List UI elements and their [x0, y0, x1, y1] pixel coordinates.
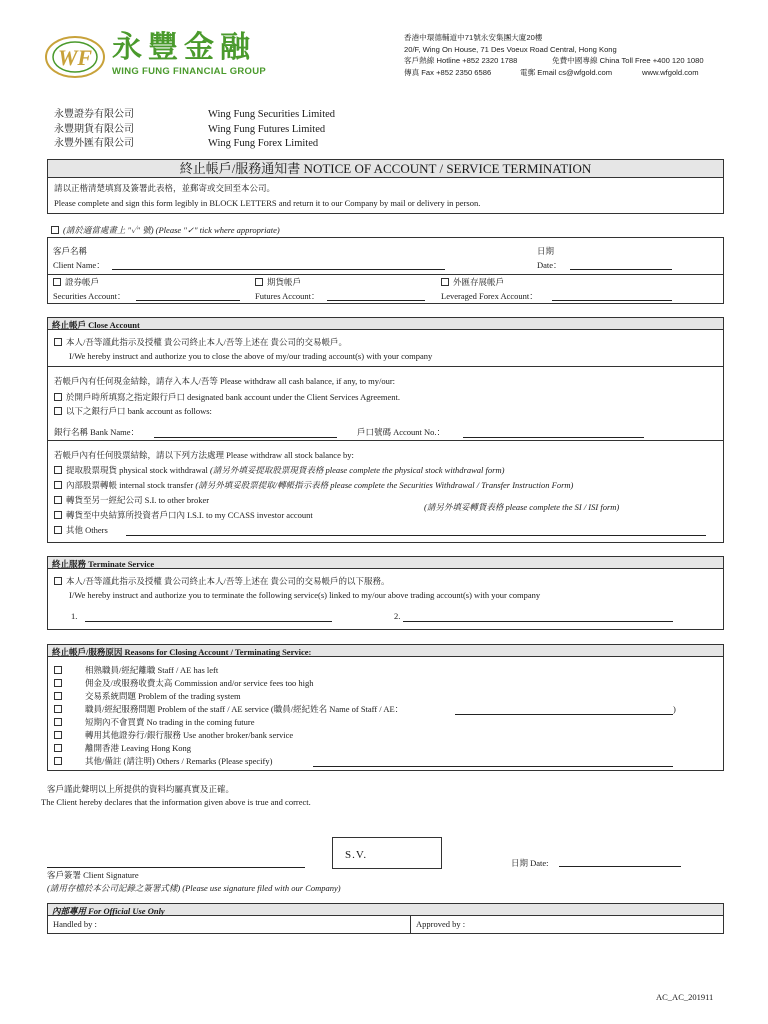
terminate-service-box [47, 569, 724, 630]
email: 電郵 Email cs@wfgold.com [520, 67, 613, 77]
stock-option-internal[interactable] [54, 480, 573, 491]
company-row [54, 108, 454, 123]
header-contact [404, 32, 734, 78]
tick-note-checkbox-icon [51, 226, 59, 234]
checkbox-icon[interactable] [54, 393, 62, 401]
stock-opt4-label: 轉貨至中央結算所投資者戶口內 I.S.I. to my CCASS investor account [66, 510, 313, 520]
reasons-box [47, 657, 724, 771]
client-name-field[interactable] [112, 269, 445, 270]
close-account-authorize[interactable] [54, 337, 347, 348]
terminate-cn: 本人/吾等謹此指示及授權 貴公司終止本人/吾等上述在 貴公司的交易帳戶的以下服務。 [66, 576, 390, 586]
account-no-field[interactable] [463, 437, 644, 438]
svg-text:WF: WF [57, 45, 93, 70]
stock-opt3-label: 轉貨至另一經紀公司 S.I. to other broker [66, 495, 210, 505]
cash-option-designated[interactable] [54, 392, 400, 403]
website: www.wfgold.com [642, 67, 699, 77]
checkbox-icon[interactable] [54, 466, 62, 474]
reason-others[interactable] [54, 756, 66, 767]
client-name-cn: 客戶名稱 [53, 246, 88, 256]
form-code: AC_AC_201911 [656, 992, 714, 1002]
stock-opt2-note: (請另外填妥股票提取/轉帳指示表格 please complete the Securities Withdrawal / Transfer Instruction Form) [195, 480, 574, 490]
client-name-en: Client Name： [53, 260, 105, 270]
signature-verification-box [332, 837, 442, 869]
reason-staff-service[interactable] [54, 704, 66, 715]
cash-intro: 若帳戶內有任何現金結餘，請存入本人/吾等 Please withdraw all cash balance, if any, to my/our: [54, 376, 396, 386]
form-title: 終止帳戶/服務通知書 NOTICE OF ACCOUNT / SERVICE TERMINATION [47, 159, 724, 178]
company-en: Wing Fung Futures Limited [208, 123, 326, 135]
reason-no-trading[interactable] [54, 717, 66, 728]
securities-account-field[interactable] [136, 300, 240, 301]
stock-opt34-note: (請另外填妥轉貨表格 please complete the SI / ISI form) [424, 502, 620, 512]
date-field[interactable] [570, 269, 672, 270]
instructions-box [47, 178, 724, 214]
declaration-en: The Client hereby declares that the information given above is true and correct. [41, 797, 311, 807]
date-en: Date： [537, 260, 562, 270]
stock-opt2-label: 內部股票轉帳 internal stock transfer [66, 480, 194, 490]
reason-label: 其他/備註 (請注明) Others / Remarks (Please specify) [85, 756, 273, 766]
account-no-label: 戶口號碼 Account No.： [357, 427, 446, 437]
securities-en: Securities Account： [53, 291, 126, 301]
service-item-1-field[interactable] [85, 621, 332, 622]
checkbox-icon[interactable] [54, 526, 62, 534]
stock-option-physical[interactable] [54, 465, 504, 476]
company-row [54, 137, 454, 152]
declaration-cn: 客戶謹此聲明以上所提供的資料均屬真實及正確。 [47, 784, 235, 794]
futures-cn: 期貨帳戶 [267, 277, 302, 287]
checkbox-icon[interactable] [255, 278, 263, 286]
checkbox-icon[interactable] [54, 481, 62, 489]
futures-account-field[interactable] [327, 300, 425, 301]
reason-fees[interactable] [54, 678, 66, 689]
hotline: 客戶熱線 Hotline +852 2320 1788 [404, 56, 518, 65]
reason-label: 離開香港 Leaving Hong Kong [85, 743, 192, 753]
company-logo [44, 32, 284, 80]
address-cn: 香港中環德輔道中71號永安集團大廈20樓 [404, 33, 543, 42]
official-use-box [47, 916, 724, 934]
checkbox-icon[interactable] [54, 338, 62, 346]
tick-note: (請於適當處畫上 "✓" 號) (Please "✓" tick where appropriate) [63, 225, 280, 235]
checkbox-icon[interactable] [53, 278, 61, 286]
client-info-box [47, 237, 724, 304]
futures-account-option[interactable] [255, 277, 301, 288]
forex-account-field[interactable] [552, 300, 672, 301]
company-cn: 永豐期貨有限公司 [54, 123, 134, 135]
china-toll-free: 免費中國專線 China Toll Free +400 120 1080 [552, 56, 704, 65]
stock-option-si[interactable] [54, 495, 209, 506]
securities-account-option[interactable] [53, 277, 99, 288]
forex-en: Leveraged Forex Account： [441, 291, 538, 301]
reason-system[interactable] [54, 691, 66, 702]
reason-label: 交易系統問題 Problem of the trading system [85, 691, 241, 701]
instructions-cn: 請以正楷清楚填寫及簽署此表格，並郵寄或交回至本公司。 [54, 183, 276, 193]
authorize-cn: 本人/吾等謹此指示及授權 貴公司終止本人/吾等上述在 貴公司的交易帳戶。 [66, 337, 347, 347]
address-en: 20/F, Wing On House, 71 Des Voeux Road Central, Hong Kong [404, 44, 617, 54]
approved-by-label: Approved by : [416, 919, 466, 929]
company-list [54, 108, 454, 152]
signature-label: 客戶簽署 Client Signature [47, 870, 139, 880]
securities-cn: 證券帳戶 [65, 277, 100, 287]
reason-label: 短期內不會買賣 No trading in the coming future [85, 717, 255, 727]
wf-logo-icon [44, 34, 106, 80]
checkbox-icon[interactable] [54, 407, 62, 415]
tick-note-row [51, 225, 280, 236]
cash-opt1-label: 於開戶時所填寫之指定銀行戶口 designated bank account under the Client Services Agreement. [66, 392, 401, 402]
logo-chinese: 永豐金融 [112, 31, 256, 64]
bank-name-field[interactable] [154, 437, 337, 438]
reason-another-broker[interactable] [54, 730, 66, 741]
checkbox-icon[interactable] [54, 679, 62, 687]
handled-by-label: Handled by : [53, 919, 97, 929]
stock-opt1-label: 提取股票現貨 physical stock withdrawal [66, 465, 208, 475]
terminate-authorize[interactable] [54, 576, 389, 587]
service-item-1-label: 1. [71, 611, 78, 621]
terminate-service-header: 終止服務 Terminate Service [47, 556, 724, 569]
checkbox-icon[interactable] [54, 731, 62, 739]
stock-opt5-label: 其他 Others [66, 525, 108, 535]
company-en: Wing Fung Securities Limited [208, 109, 336, 120]
cash-opt2-label: 以下之銀行戶口 bank account as follows: [66, 406, 212, 416]
signature-field[interactable] [47, 867, 305, 868]
forex-cn: 外匯存展帳戶 [453, 277, 505, 287]
reason-leaving-hk[interactable] [54, 743, 66, 754]
checkbox-icon[interactable] [54, 718, 62, 726]
company-en: Wing Fung Forex Limited [208, 138, 319, 149]
forex-account-option[interactable] [441, 277, 504, 288]
checkbox-icon[interactable] [54, 496, 62, 504]
stock-opt1-note: (請另外填妥提取股票現貨表格 please complete the physical stock withdrawal form) [210, 465, 505, 475]
terminate-en: I/We hereby instruct and authorize you to terminate the following service(s) linked to my/our above trading account(s) with your company [69, 590, 541, 600]
staff-name-field[interactable] [455, 714, 673, 715]
logo-english: WING FUNG FINANCIAL GROUP [112, 66, 267, 77]
reason-label: 職員/經紀服務問題 Problem of the staff / AE service (職員/經紀姓名 Name of Staff / AE： [85, 704, 404, 714]
stock-option-others[interactable] [54, 525, 108, 536]
checkbox-icon[interactable] [54, 511, 62, 519]
official-use-header: 內部專用 For Official Use Only [47, 903, 724, 916]
checkbox-icon[interactable] [54, 577, 62, 585]
staff-close-paren: ) [673, 704, 676, 714]
reason-label: 相熟職員/經紀離職 Staff / AE has left [85, 665, 219, 675]
reason-label: 轉用其他證券行/銀行服務 Use another broker/bank service [85, 730, 294, 740]
company-row [54, 123, 454, 138]
signature-date-field[interactable] [559, 866, 681, 867]
service-item-2-field[interactable] [403, 621, 673, 622]
company-cn: 永豐證券有限公司 [54, 109, 134, 120]
bank-name-label: 銀行名稱 Bank Name： [54, 427, 139, 437]
close-account-box [47, 330, 724, 543]
close-account-header: 終止帳戶 Close Account [47, 317, 724, 330]
signature-date-label: 日期 Date: [511, 858, 549, 868]
reasons-header: 終止帳戶/服務原因 Reasons for Closing Account / Terminating Service: [47, 644, 724, 657]
reason-staff-left[interactable] [54, 665, 66, 676]
stock-others-field[interactable] [126, 535, 706, 536]
service-item-2-label: 2. [394, 611, 401, 621]
checkbox-icon[interactable] [54, 666, 62, 674]
remarks-field[interactable] [313, 766, 673, 767]
checkbox-icon[interactable] [54, 705, 62, 713]
company-cn: 永豐外匯有限公司 [54, 138, 134, 149]
stock-option-isi[interactable] [54, 510, 313, 521]
checkbox-icon[interactable] [441, 278, 449, 286]
date-cn: 日期 [537, 246, 555, 256]
instructions-en: Please complete and sign this form legibly in BLOCK LETTERS and return it to our Company by mail or delivery in person. [54, 198, 481, 208]
futures-en: Futures Account： [255, 291, 320, 301]
authorize-en: I/We hereby instruct and authorize you to close the above of my/our trading account(s) with your company [69, 351, 433, 361]
reason-label: 佣金及/或服務收費太高 Commission and/or service fees too high [85, 678, 314, 688]
checkbox-icon[interactable] [54, 744, 62, 752]
checkbox-icon[interactable] [54, 757, 62, 765]
stock-intro: 若帳戶內有任何股票結餘，請以下列方法處理 Please withdraw all stock balance by: [54, 450, 354, 460]
checkbox-icon[interactable] [54, 692, 62, 700]
sv-label: S.V. [345, 849, 368, 861]
fax: 傳真 Fax +852 2350 6586 [404, 67, 492, 77]
signature-note: (請用存檔於本公司記錄之簽署式樣) (Please use signature filed with our Company) [47, 883, 341, 893]
cash-option-bank[interactable] [54, 406, 212, 417]
